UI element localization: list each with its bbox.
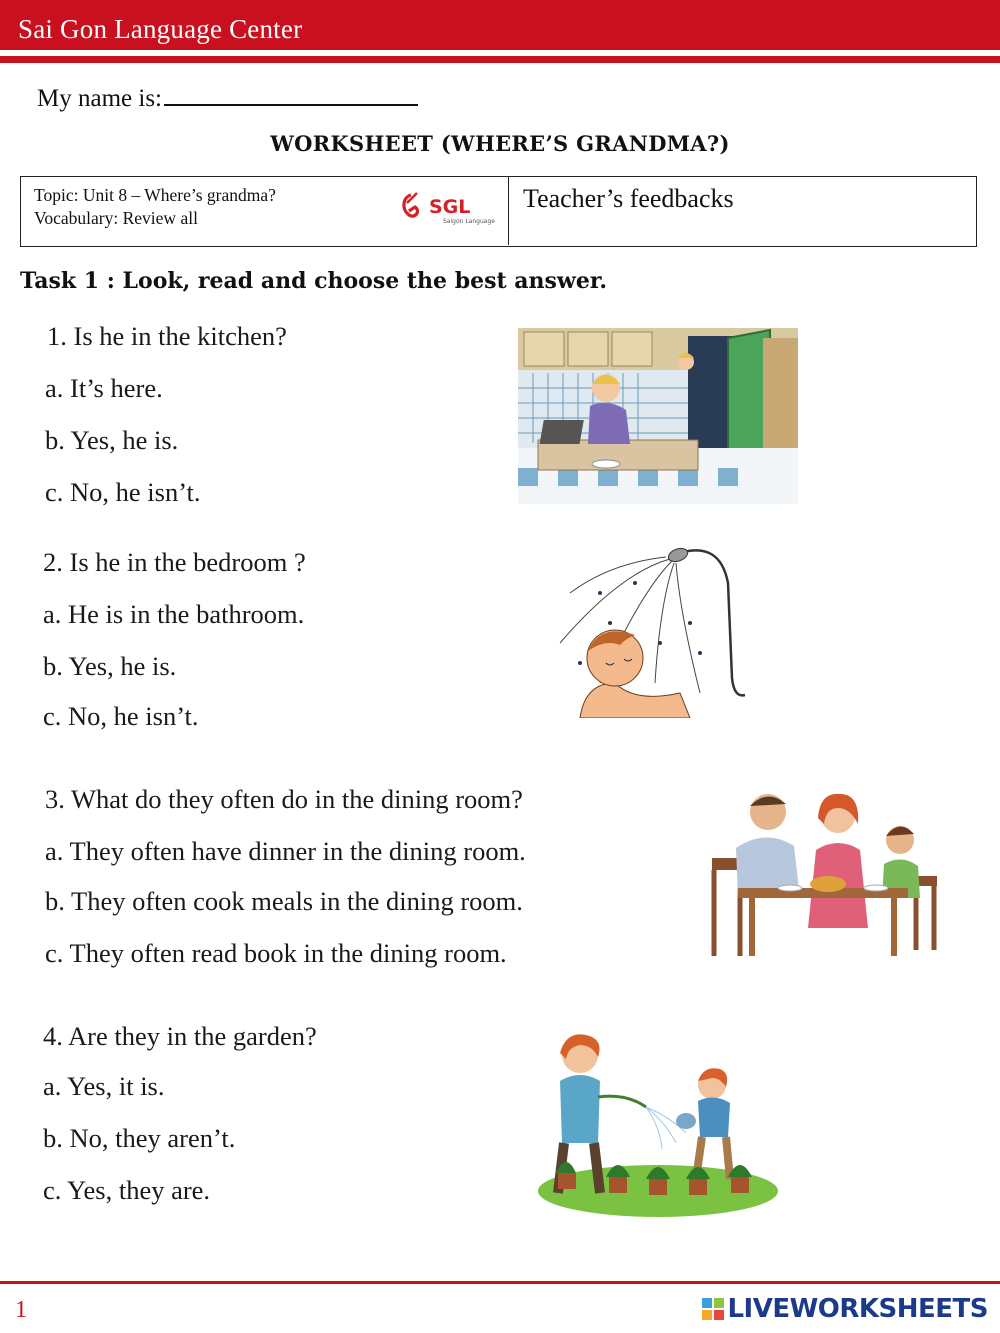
q1-option-b[interactable]: b. Yes, he is. (45, 425, 179, 455)
question-3: 3. What do they often do in the dining room? (45, 784, 523, 814)
question-1: 1. Is he in the kitchen? (47, 321, 287, 351)
feedback-cell (510, 177, 975, 245)
footer-divider (0, 1281, 1000, 1284)
question-4: 4. Are they in the garden? (43, 1021, 317, 1051)
boy-shower-image (540, 543, 755, 718)
name-row (37, 84, 418, 113)
q3-option-a[interactable]: a. They often have dinner in the dining room. (45, 836, 526, 866)
header-bar (0, 0, 1000, 50)
kitchen-boy-laptop-image (518, 328, 798, 504)
header-title: Sai Gon Language Center (18, 14, 303, 44)
info-box (20, 176, 977, 247)
sgl-logo (399, 189, 499, 229)
q3-option-c[interactable]: c. They often read book in the dining room. (45, 938, 507, 968)
logo-text: SGL (429, 196, 471, 218)
name-input-line[interactable] (164, 84, 418, 106)
feedback-label: Teacher’s feedbacks (523, 184, 734, 213)
logo-subtext: Saigon Language (443, 218, 495, 225)
vocabulary-text: Vocabulary: Review all (34, 208, 198, 228)
name-label: My name is: (37, 85, 162, 112)
liveworksheets-text: LIVEWORKSHEETS (727, 1294, 988, 1324)
question-2: 2. Is he in the bedroom ? (43, 547, 306, 577)
q4-option-c[interactable]: c. Yes, they are. (43, 1175, 211, 1205)
q3-option-b[interactable]: b. They often cook meals in the dining room. (45, 886, 523, 916)
q1-option-a[interactable]: a. It’s here. (45, 373, 163, 403)
q2-option-c[interactable]: c. No, he isn’t. (43, 701, 199, 731)
boys-watering-garden-image (536, 1033, 781, 1218)
liveworksheets-icon (702, 1298, 724, 1320)
header-divider (0, 56, 1000, 63)
task1-title: Task 1 : Look, read and choose the best answer. (20, 268, 608, 294)
worksheet-title: WORKSHEET (WHERE’S GRANDMA?) (270, 131, 730, 156)
topic-text: Topic: Unit 8 – Where’s grandma? (34, 185, 276, 205)
family-dinner-image (708, 788, 943, 958)
q4-option-b[interactable]: b. No, they aren’t. (43, 1123, 236, 1153)
q4-option-a[interactable]: a. Yes, it is. (43, 1071, 165, 1101)
q2-option-b[interactable]: b. Yes, he is. (43, 651, 177, 681)
q2-option-a[interactable]: a. He is in the bathroom. (43, 599, 305, 629)
q1-option-c[interactable]: c. No, he isn’t. (45, 477, 201, 507)
page-number: 1 (15, 1297, 27, 1323)
liveworksheets-brand[interactable] (702, 1294, 988, 1324)
info-topic-cell (21, 177, 509, 245)
